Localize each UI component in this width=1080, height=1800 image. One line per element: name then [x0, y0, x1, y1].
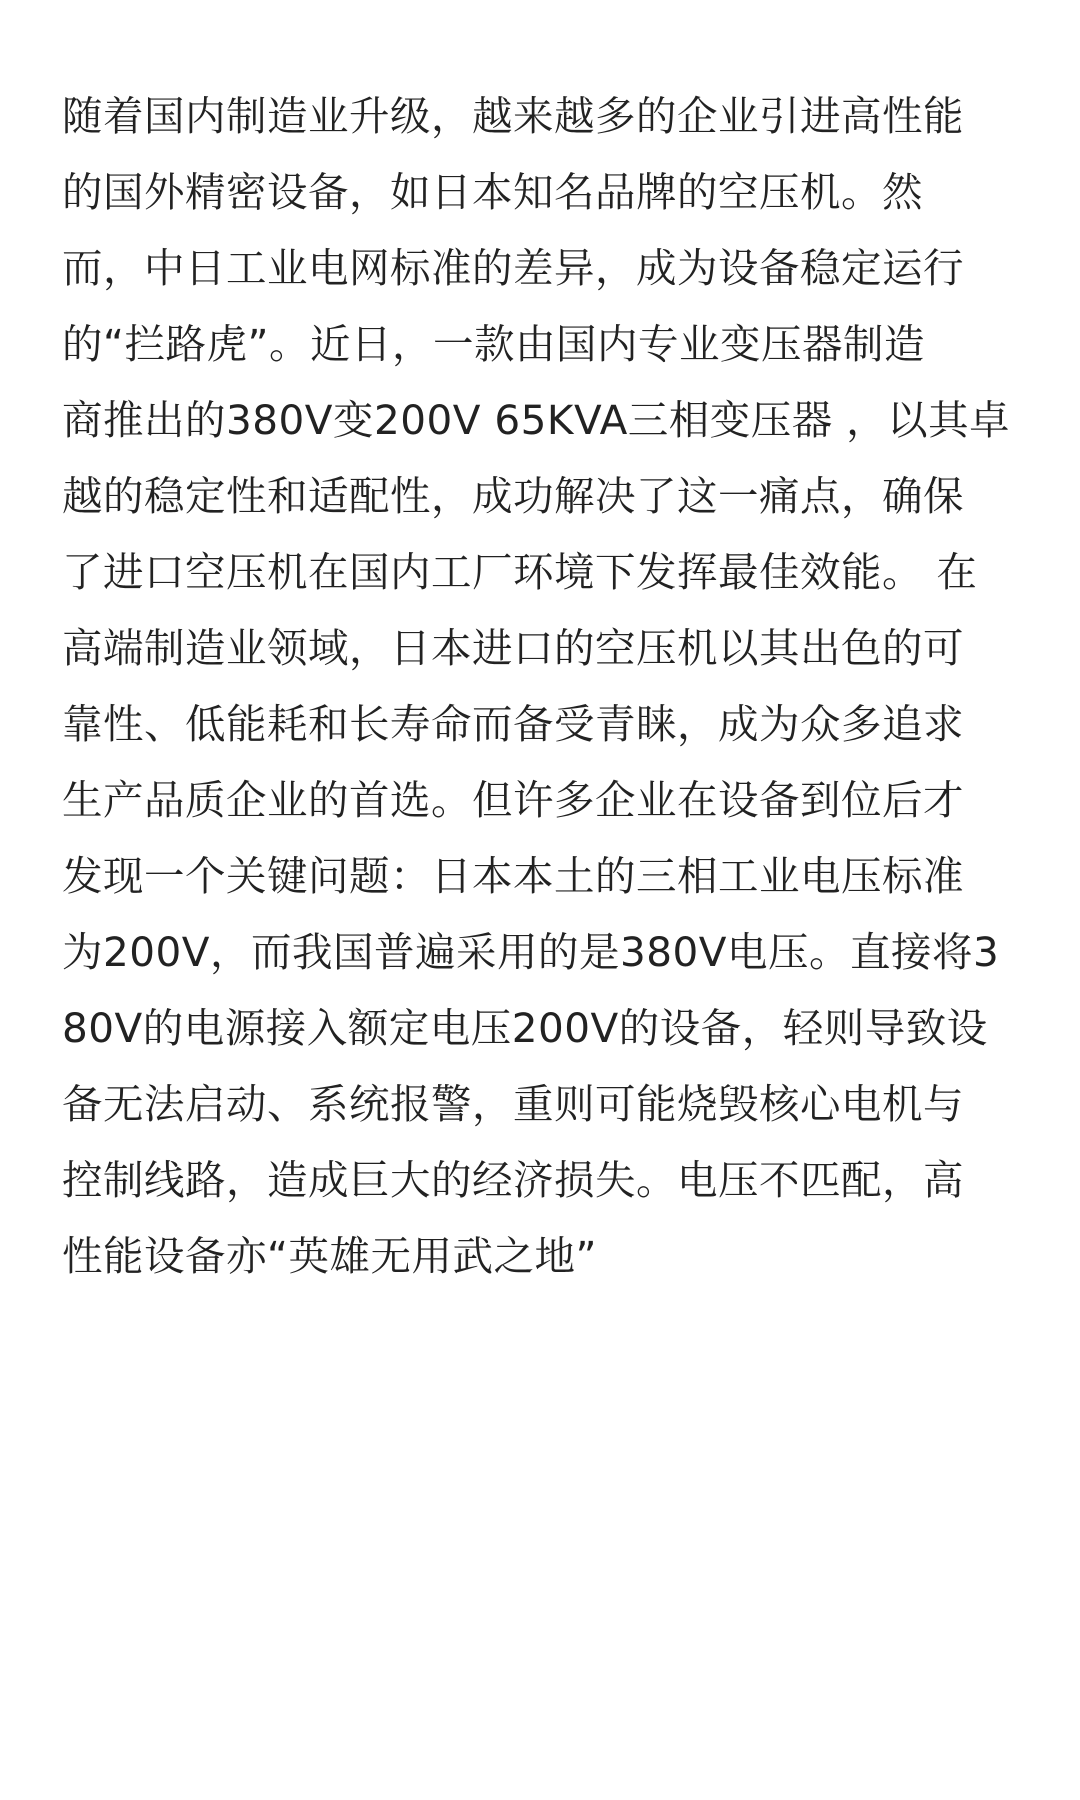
- article-line: 随着国内制造业升级，越来越多的企业引进高性能: [62, 92, 964, 140]
- article-line: 备无法启动、系统报警，重则可能烧毁核心电机与: [62, 1080, 964, 1128]
- article-line: 的国外精密设备，如日本知名品牌的空压机。然: [62, 168, 923, 216]
- article-line: 的“拦路虎”。近日，一款由国内专业变压器制造: [62, 320, 925, 368]
- article-line: 了进口空压机在国内工厂环境下发挥最佳效能。 在: [62, 548, 978, 596]
- article-line: 越的稳定性和适配性，成功解决了这一痛点，确保: [62, 472, 964, 520]
- article-line: 80V的电源接入额定电压200V的设备，轻则导致设: [62, 1004, 988, 1052]
- article-line: 控制线路，造成巨大的经济损失。电压不匹配，高: [62, 1156, 964, 1204]
- article-line: 高端制造业领域，日本进口的空压机以其出色的可: [62, 624, 964, 672]
- article-body: [62, 78, 1022, 1294]
- article-line: 而，中日工业电网标准的差异，成为设备稳定运行: [62, 244, 964, 292]
- article-line: 生产品质企业的首选。但许多企业在设备到位后才: [62, 776, 964, 824]
- article-line: 靠性、低能耗和长寿命而备受青睐，成为众多追求: [62, 700, 964, 748]
- article-line: 性能设备亦“英雄无用武之地”: [62, 1232, 597, 1280]
- article-line: 商推出的380V变200V 65KVA三相变压器 ，以其卓: [62, 396, 1011, 444]
- article-line: 发现一个关键问题：日本本土的三相工业电压标准: [62, 852, 964, 900]
- article-line: 为200V，而我国普遍采用的是380V电压。直接将3: [62, 928, 1000, 976]
